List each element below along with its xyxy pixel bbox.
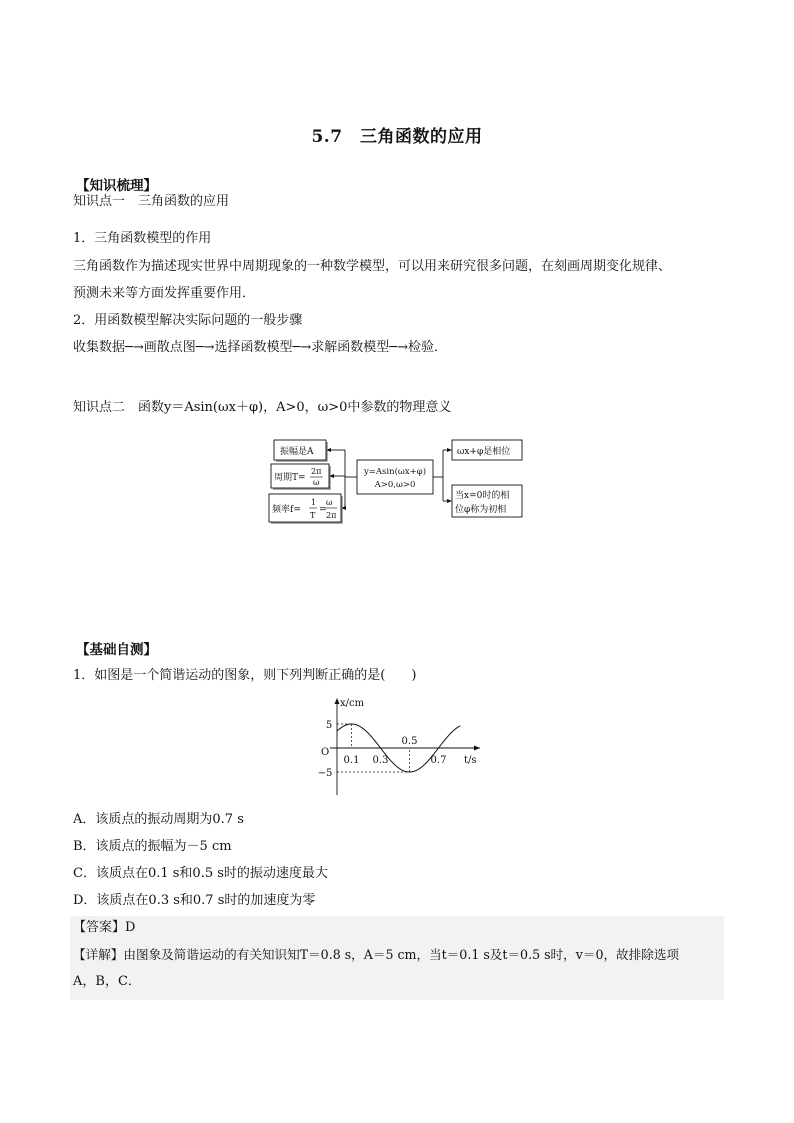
detail-line-1: 【详解】由图象及简谐运动的有关知识知T＝0.8 s，A＝5 cm，当t＝0.1 s及t＝0.5 s时，v＝0，故排除选项	[73, 947, 680, 962]
diagram-period-numerator: 2π	[311, 467, 322, 476]
diagram-center-line-2: A>0,ω>0	[374, 480, 416, 490]
option-d: D．该质点在0.3 s和0.7 s时的加速度为零	[73, 893, 316, 908]
diagram-amplitude-label: 振幅是A	[280, 447, 314, 457]
diagram-period-prefix: 周期T=	[274, 473, 306, 483]
x-tick-label-0.1: 0.1	[343, 755, 360, 766]
diagram-initial-phase-line-2: 位φ称为初相	[455, 505, 507, 515]
steps-end-mark: ．	[434, 340, 448, 355]
diagram-phase-label: ωx+φ是相位	[457, 447, 511, 457]
diagram-frequency-num-1: 1	[311, 498, 317, 507]
shm-graph	[310, 692, 490, 798]
item-1-body-line-2: 预测未来等方面发挥重要作用．	[73, 286, 256, 301]
y-tick-label-5: 5	[325, 720, 333, 731]
y-tick-label-neg5: −5	[317, 768, 333, 779]
step-arrow: ─→	[389, 340, 408, 355]
step-collect-data: 收集数据	[73, 340, 126, 355]
diagram-center-line-1: y=Asin(ωx+φ)	[363, 467, 427, 477]
parameter-diagram	[265, 432, 535, 528]
item-1-body-line-1: 三角函数作为描述现实世界中周期现象的一种数学模型，可以用来研究很多问题，在刻画周期变化规律、	[73, 259, 672, 274]
item-1-title: 1．三角函数模型的作用	[73, 231, 212, 246]
question-1: 1．如图是一个简谐运动的图象，则下列判断正确的是( )	[73, 668, 417, 683]
step-choose-model: 选择函数模型	[214, 340, 293, 355]
detail-line-2: A，B，C．	[73, 974, 141, 989]
x-axis-label: t/s	[464, 755, 477, 766]
y-axis-arrow	[335, 698, 340, 704]
diagram-frequency-den-2: 2π	[326, 511, 337, 520]
origin-label: O	[321, 747, 330, 758]
x-tick-label-0.3: 0.3	[372, 755, 389, 766]
x-tick-label-0.5: 0.5	[401, 736, 418, 747]
x-axis-arrow	[474, 746, 480, 751]
step-arrow: ─→	[125, 340, 144, 355]
diagram-frequency-equals: =	[319, 505, 327, 515]
selftest-heading: 【基础自测】	[76, 642, 157, 658]
option-b: B．该质点的振幅为－5 cm	[73, 839, 232, 854]
item-2-title: 2．用函数模型解决实际问题的一般步骤	[73, 313, 303, 328]
page-title: 5.7 三角函数的应用	[311, 127, 483, 147]
option-c: C．该质点在0.1 s和0.5 s时的振动速度最大	[73, 866, 328, 881]
knowledge-point-1-title: 知识点一 三角函数的应用	[73, 194, 230, 209]
step-arrow: ─→	[292, 340, 312, 355]
step-arrow: ─→	[195, 340, 215, 355]
answer: 【答案】D	[73, 920, 136, 935]
y-axis-label: x/cm	[340, 698, 365, 709]
diagram-frequency-prefix: 频率f=	[272, 505, 301, 515]
diagram-frequency-num-2: ω	[326, 498, 333, 507]
step-verify: 检验	[408, 340, 435, 355]
step-solve-model: 求解函数模型	[311, 340, 390, 355]
knowledge-point-2-title: 知识点二 函数y＝Asin(ωx＋φ)，A>0，ω>0中参数的物理意义	[73, 400, 452, 415]
steps-flow	[73, 339, 447, 357]
knowledge-heading: 【知识梳理】	[76, 178, 157, 194]
option-a: A．该质点的振动周期为0.7 s	[73, 812, 244, 827]
step-scatter-plot: 画散点图	[143, 340, 196, 355]
diagram-frequency-den-1: T	[310, 511, 316, 520]
diagram-period-denominator: ω	[313, 478, 320, 487]
diagram-initial-phase-line-1: 当x=0时的相	[455, 491, 510, 501]
x-tick-label-0.7: 0.7	[430, 755, 447, 766]
